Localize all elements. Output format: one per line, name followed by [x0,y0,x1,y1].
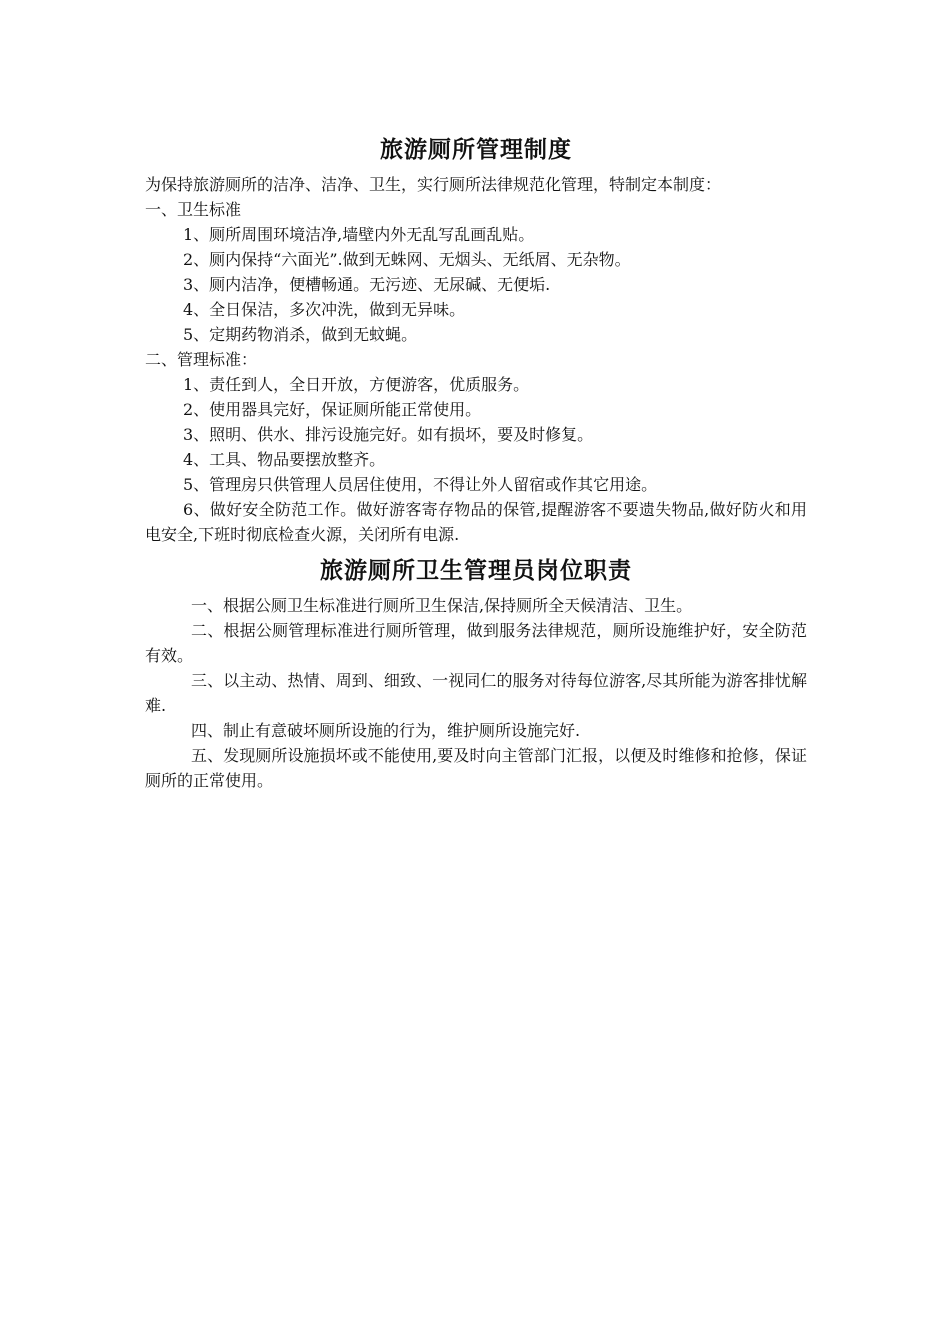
hygiene-item: 1、厕所周围环境洁净,墙壁内外无乱写乱画乱贴。 [183,225,535,244]
management-item: 2、使用器具完好，保证厕所能正常使用。 [183,400,482,419]
duty-item: 三、以主动、热情、周到、细致、一视同仁的服务对待每位游客,尽其所能为游客排忧解难. [145,671,807,715]
duty-item: 四、制止有意破坏厕所设施的行为，维护厕所设施完好. [191,721,581,740]
management-item: 1、责任到人，全日开放，方便游客，优质服务。 [183,375,530,394]
duty-item: 五、发现厕所设施损坏或不能使用,要及时向主管部门汇报，以便及时维修和抢修，保证厕所的正常使用。 [145,746,807,790]
hygiene-item: 3、厕内洁净，便槽畅通。无污迹、无尿碱、无便垢. [183,275,551,294]
section-heading-management: 二、管理标准： [145,350,258,369]
hygiene-item: 4、全日保洁，多次冲洗，做到无异味。 [183,300,466,319]
duty-item: 二、根据公厕管理标准进行厕所管理，做到服务法律规范，厕所设施维护好，安全防范有效。 [145,621,807,665]
document-page [145,128,807,793]
management-item: 4、工具、物品要摆放整齐。 [183,450,386,469]
management-item: 6、做好安全防范工作。做好游客寄存物品的保管,提醒游客不要遗失物品,做好防火和用电安全,下班时彻底检查火源，关闭所有电源. [145,500,807,544]
section-heading-hygiene: 一、卫生标准 [145,200,242,219]
hygiene-item: 2、厕内保持“六面光”.做到无蛛网、无烟头、无纸屑、无杂物。 [183,250,631,269]
hygiene-item: 5、定期药物消杀，做到无蚊蝇。 [183,325,418,344]
management-item: 5、管理房只供管理人员居住使用，不得让外人留宿或作其它用途。 [183,475,658,494]
duty-item: 一、根据公厕卫生标准进行厕所卫生保洁,保持厕所全天候清洁、卫生。 [191,596,693,615]
intro-paragraph: 为保持旅游厕所的洁净、洁净、卫生，实行厕所法律规范化管理，特制定本制度： [145,175,722,194]
duties-title: 旅游厕所卫生管理员岗位职责 [320,558,632,584]
document-title: 旅游厕所管理制度 [380,137,572,163]
management-item: 3、照明、供水、排污设施完好。如有损坏，要及时修复。 [183,425,594,444]
